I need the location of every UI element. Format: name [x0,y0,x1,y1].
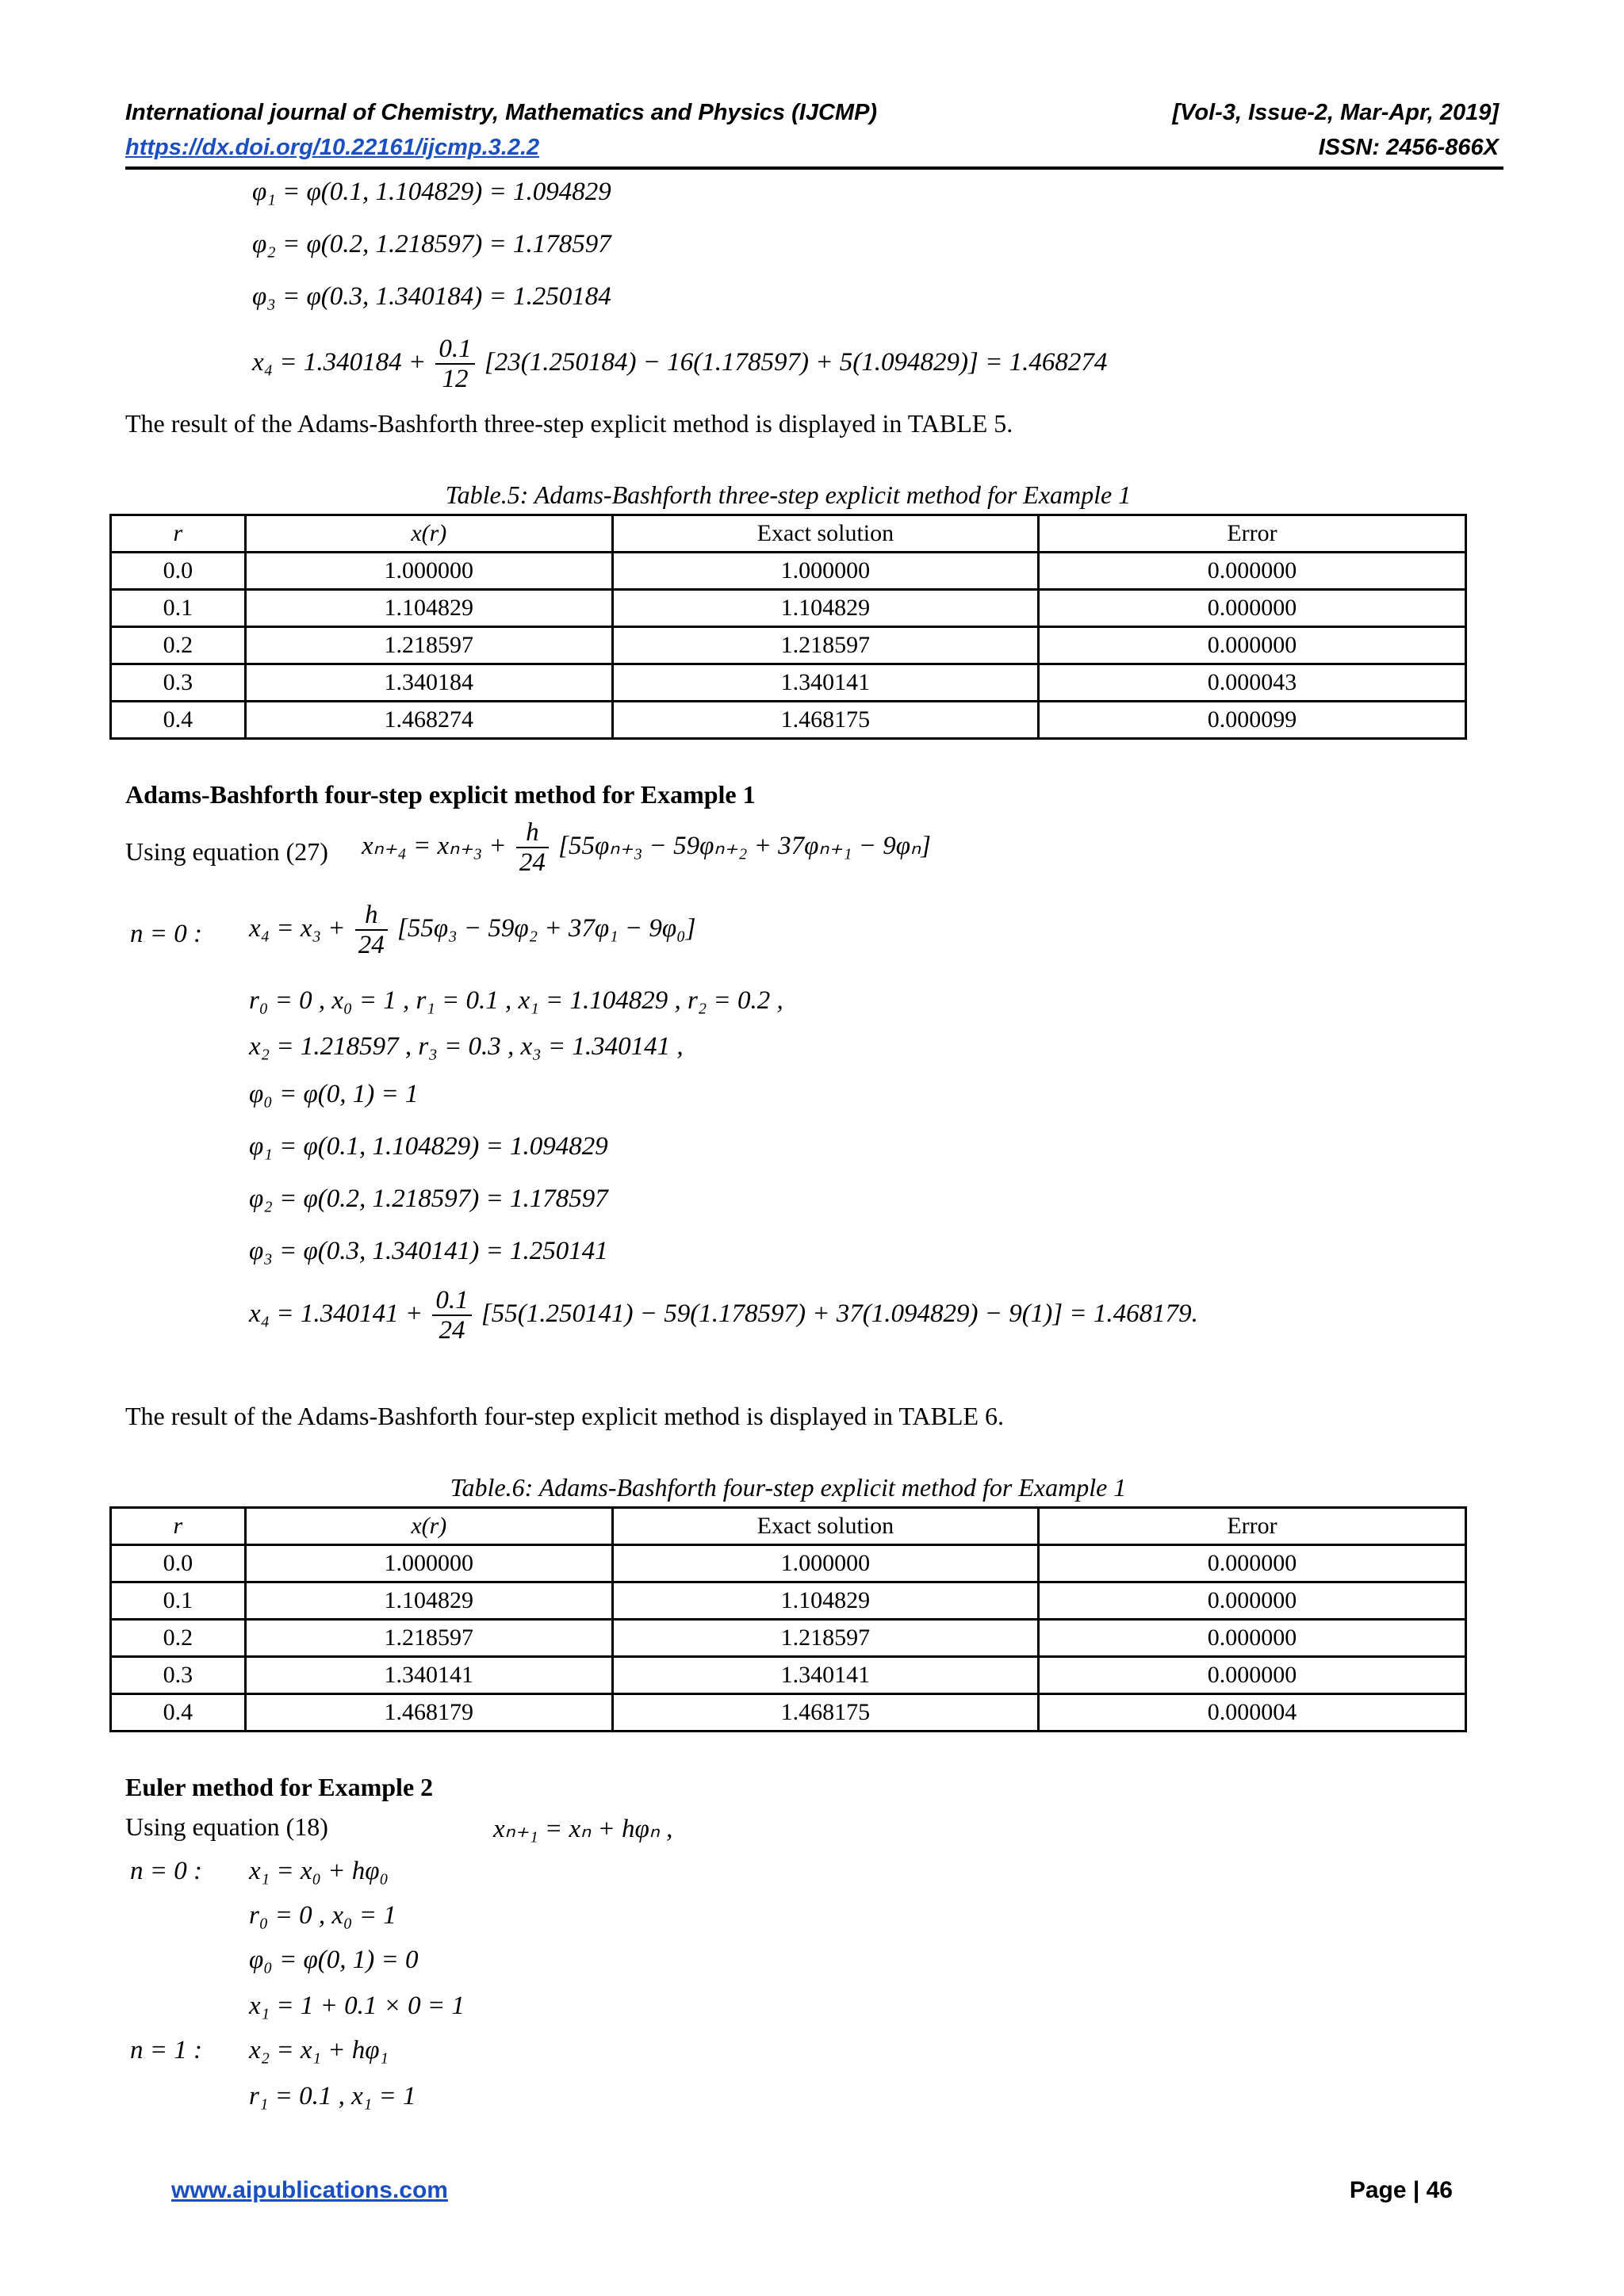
col-r: r [111,1508,246,1545]
fraction-num: 0.1 [432,1286,471,1316]
table-cell: 1.104829 [612,590,1038,627]
table-cell: 1.000000 [612,1545,1038,1582]
table-cell: 0.4 [111,1694,246,1732]
x4-lhs: x₄ = 1.340141 + [249,1299,423,1328]
initial-values-1: r₀ = 0 , x₀ = 1 , r₁ = 0.1 , x₁ = 1.104829 , r₂ = 0.2 , [249,986,783,1015]
col-exact: Exact solution [612,1508,1038,1545]
table-cell: 0.2 [111,627,246,664]
table-cell: 1.468175 [612,1694,1038,1732]
table-row [111,553,1466,590]
table-cell: 1.340141 [612,664,1038,702]
fraction [355,901,388,960]
eq27-rhs: [55φₙ₊₃ − 59φₙ₊₂ + 37φₙ₊₁ − 9φₙ] [558,831,931,860]
col-exact: Exact solution [612,515,1038,553]
phi3-eq-2: φ₃ = φ(0.3, 1.340141) = 1.250141 [249,1237,608,1265]
fraction [435,335,474,394]
col-error: Error [1038,515,1465,553]
fraction-den: 12 [442,365,469,394]
col-r: r [111,515,246,553]
table-row [111,590,1466,627]
euler-phi0: φ₀ = φ(0, 1) = 0 [249,1946,419,1974]
x4-rhs: [55φ₃ − 59φ₂ + 37φ₁ − 9φ₀] [397,913,696,943]
table-header-row [111,1508,1466,1545]
table-cell: 1.000000 [245,553,612,590]
fraction-num: h [516,818,549,848]
col-xr: x(r) [245,1508,612,1545]
fraction [516,818,549,878]
table-cell: 0.000099 [1038,702,1465,739]
fraction [432,1286,471,1345]
n0-label: n = 0 : [130,920,203,948]
phi1-eq-2: φ₁ = φ(0.1, 1.104829) = 1.094829 [249,1132,608,1161]
table-cell: 1.218597 [245,1620,612,1657]
eq27 [362,818,931,878]
fraction-num: h [355,901,388,931]
euler-x1-calc: x₁ = 1 + 0.1 × 0 = 1 [249,1992,465,2020]
col-xr: x(r) [245,515,612,553]
phi0-eq: φ₀ = φ(0, 1) = 1 [249,1080,419,1108]
table-row [111,1545,1466,1582]
table-cell: 1.218597 [245,627,612,664]
table-row [111,664,1466,702]
euler-n1-label: n = 1 : [130,2036,203,2064]
doi-link[interactable]: https://dx.doi.org/10.22161/ijcmp.3.2.2 [125,135,540,160]
table-cell: 0.000000 [1038,553,1465,590]
table5-caption: Table.5: Adams-Bashforth three-step explicit method for Example 1 [445,480,1132,509]
table-cell: 0.000043 [1038,664,1465,702]
initial-values-2: x₂ = 1.218597 , r₃ = 0.3 , x₃ = 1.340141 , [249,1032,684,1061]
journal-title: International journal of Chemistry, Mathematics and Physics (IJCMP) [125,100,878,125]
table-cell: 0.000000 [1038,1620,1465,1657]
fraction-den: 24 [439,1316,465,1345]
fraction-den: 24 [358,931,385,960]
table5 [109,514,1467,740]
table-cell: 0.000000 [1038,1582,1465,1620]
table-cell: 1.000000 [245,1545,612,1582]
header-rule [125,166,1503,170]
section-heading-euler: Euler method for Example 2 [125,1773,434,1801]
page-number: Page | 46 [1349,2177,1453,2203]
x4-lhs: x₄ = 1.340184 + [252,347,427,377]
eq27-lhs: xₙ₊₄ = xₙ₊₃ + [362,831,507,860]
table6 [109,1506,1467,1732]
table-row [111,1694,1466,1732]
table-cell: 1.104829 [245,590,612,627]
table-cell: 0.2 [111,1620,246,1657]
issn: ISSN: 2456-866X [1318,135,1499,160]
table-cell: 0.000004 [1038,1694,1465,1732]
table-cell: 1.218597 [612,627,1038,664]
x4-four-step-formula [249,901,695,960]
using-eq27: Using equation (27) [125,837,328,866]
fraction-den: 24 [519,848,546,878]
section-heading-four-step: Adams-Bashforth four-step explicit method for Example 1 [125,780,756,809]
table-cell: 0.0 [111,1545,246,1582]
table-cell: 1.104829 [245,1582,612,1620]
table-cell: 1.340184 [245,664,612,702]
table-cell: 0.3 [111,1657,246,1694]
table-cell: 1.218597 [612,1620,1038,1657]
table-cell: 0.000000 [1038,1657,1465,1694]
result-text-table5: The result of the Adams-Bashforth three-step explicit method is displayed in TABLE 5. [125,409,1013,438]
table-cell: 0.1 [111,1582,246,1620]
table-cell: 0.4 [111,702,246,739]
euler-r1-values: r₁ = 0.1 , x₁ = 1 [249,2082,416,2110]
col-error: Error [1038,1508,1465,1545]
table-cell: 0.000000 [1038,627,1465,664]
table-cell: 1.468175 [612,702,1038,739]
table-cell: 1.340141 [245,1657,612,1694]
table-row [111,627,1466,664]
eq18: xₙ₊₁ = xₙ + hφₙ , [493,1815,673,1843]
euler-x1-formula: x₁ = x₀ + hφ₀ [249,1857,389,1885]
x4-rhs: [23(1.250184) − 16(1.178597) + 5(1.094829)] = 1.468274 [484,347,1108,377]
table-cell: 1.468179 [245,1694,612,1732]
table-row [111,702,1466,739]
phi2-eq: φ₂ = φ(0.2, 1.218597) = 1.178597 [252,230,611,258]
euler-x2-formula: x₂ = x₁ + hφ₁ [249,2036,389,2064]
table-row [111,1657,1466,1694]
footer-website-link[interactable]: www.aipublications.com [171,2177,448,2203]
table-cell: 1.468274 [245,702,612,739]
euler-initial-values: r₀ = 0 , x₀ = 1 [249,1901,396,1930]
table-row [111,1582,1466,1620]
table-cell: 1.340141 [612,1657,1038,1694]
table-cell: 0.1 [111,590,246,627]
volume-issue: [Vol-3, Issue-2, Mar-Apr, 2019] [1172,100,1499,125]
fraction-num: 0.1 [435,335,474,365]
phi3-eq: φ₃ = φ(0.3, 1.340184) = 1.250184 [252,282,611,311]
table-header-row [111,515,1466,553]
x4-lhs: x₄ = x₃ + [249,913,346,943]
table-cell: 1.000000 [612,553,1038,590]
phi2-eq-2: φ₂ = φ(0.2, 1.218597) = 1.178597 [249,1184,608,1213]
table-cell: 0.000000 [1038,1545,1465,1582]
table6-caption: Table.6: Adams-Bashforth four-step explicit method for Example 1 [450,1473,1127,1502]
x4-rhs: [55(1.250141) − 59(1.178597) + 37(1.094829) − 9(1)] = 1.468179. [481,1299,1198,1328]
table-cell: 0.0 [111,553,246,590]
using-eq18: Using equation (18) [125,1812,328,1841]
table-row [111,1620,1466,1657]
euler-n0-label: n = 0 : [130,1857,203,1885]
phi1-eq: φ₁ = φ(0.1, 1.104829) = 1.094829 [252,178,611,206]
table-cell: 0.3 [111,664,246,702]
x4-three-step-eq [252,335,1107,394]
table-cell: 1.104829 [612,1582,1038,1620]
result-text-table6: The result of the Adams-Bashforth four-step explicit method is displayed in TABLE 6. [125,1402,1004,1430]
table-cell: 0.000000 [1038,590,1465,627]
x4-four-step-calc [249,1286,1198,1345]
